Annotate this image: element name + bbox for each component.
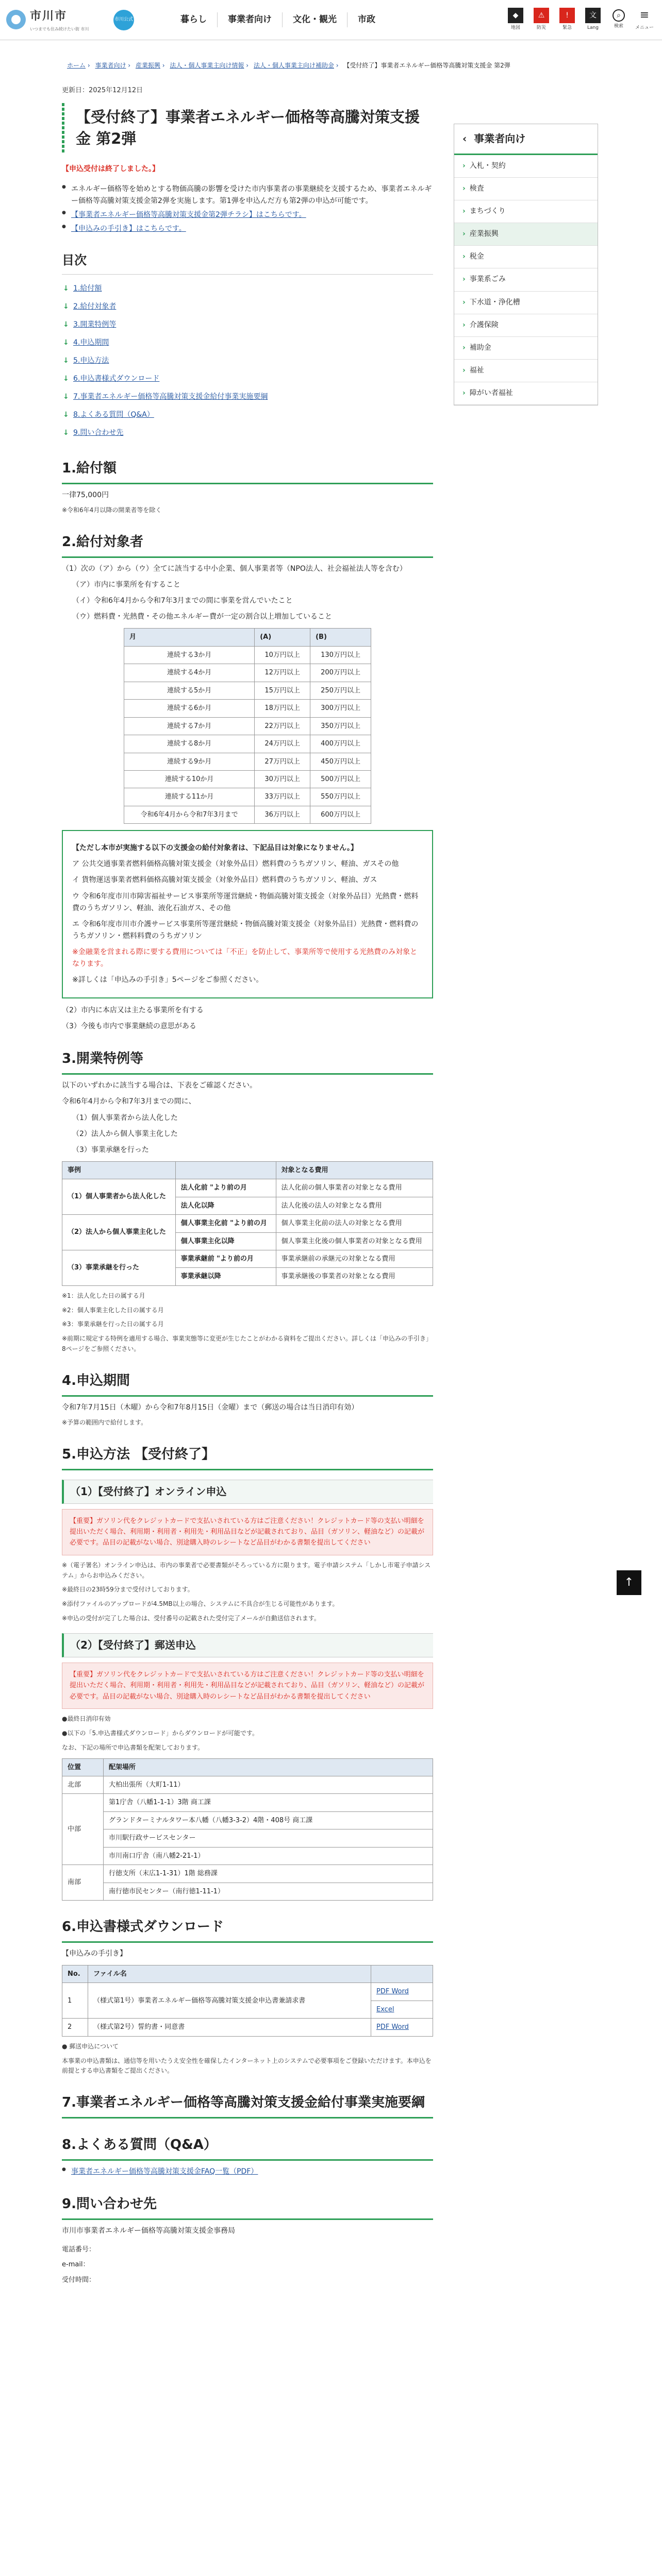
eligibility-item: （1）次の（ア）から（ウ）全てに該当する中小企業、個人事業者等（NPO法人、社会福祉法人等を含む） (62, 565, 407, 573)
sidebar-item[interactable]: › 補助金 (454, 337, 598, 360)
download-guide: 【申込みの手引き】 (62, 1949, 127, 1958)
sidebar-title[interactable]: ‹ 事業者向け (454, 124, 598, 155)
table-row: グランドターミナルタワー本八幡（八幡3-3-2）4階・408号 商工課 (62, 1811, 433, 1829)
download-table: No. ファイル名 1 （様式第1号）事業者エネルギー価格等高騰対策支援金申込書兼請求書 PDF Word Excel 2 （様式第2号）誓約書・同意書 PDF Word (62, 1965, 433, 2037)
language-tool-button[interactable]: 文 Lang (582, 6, 604, 35)
table-row: 市川南口庁舎（南八幡2-21-1） (62, 1847, 433, 1865)
sidebar-item[interactable]: › 下水道・浄化槽 (454, 292, 598, 314)
download-link[interactable]: Excel (376, 2005, 394, 2013)
benefit-note: ※令和6年4月以降の開業者等を除く (62, 506, 162, 514)
download-link[interactable]: PDF Word (376, 1988, 409, 1996)
section-4-title: 4.申込期間 (62, 1370, 433, 1397)
table-row: 連続する6か月 18万円以上 300万円以上 (124, 700, 371, 717)
special-note: ※1：法人化した日の属する月 (62, 1292, 145, 1299)
excluded-items-box (62, 830, 433, 998)
contact-hours: 受付時間： (62, 2276, 96, 2284)
mail-about-text: 本事業の申込書類は、通信等を用いたうえ安全性を確保したインターネット上のシステムで必要事項をご登録いただけます。本申込を前提とする申込書類をご提出ください。 (62, 2057, 432, 2075)
warning-icon: ⚠ (534, 8, 549, 23)
table-header: (B) (310, 629, 371, 646)
section-5-title: 5.申込方法 【受付終了】 (62, 1444, 433, 1470)
special-case: （3）事業承継を行った (72, 1145, 149, 1154)
table-row: （3）事業承継を行った 事業承継前 "より前の月 事業承継前の承継元の対象となる費用 (62, 1250, 433, 1267)
gnav-item-living[interactable]: 暮らし (180, 14, 207, 25)
special-sub: 令和6年4月から令和7年3月までの間に、 (62, 1097, 196, 1106)
sidebar (454, 124, 598, 405)
sidebar-item[interactable]: › 障がい者福祉 (454, 382, 598, 405)
table-row: 連続する3か月 10万円以上 130万円以上 (124, 646, 371, 664)
table-row: 北部 大柏出張所（大町1-11） (62, 1776, 433, 1793)
sidebar-item-active[interactable]: › 産業振興 (454, 223, 598, 246)
table-row: 法人化以降 法人化後の法人の対象となる費用 (62, 1197, 433, 1214)
table-row: 市川駅行政サービスセンター (62, 1829, 433, 1847)
special-table: 事例 対象となる費用 （1）個人事業者から法人化した 法人化前 "より前の月 法人化前の個人事業者の対象となる費用 法人化以降 法人化後の法人の対象となる費用 （2）法人から個人事業主化した 個人事業主化前 "より前の月 個人事業主化前の法人の対象となる費用 個人事業主化以降 個人事業主化後の個人事業者の対象となる費用 （3）事業承継を行った 事業承継前 "より前の月 事業承継前の承継元の対象となる費用 事業承継以降 事業承継後の事業者の対象となる費用 (62, 1161, 433, 1286)
online-note: ※（電子署名）オンライン申込は、市内の事業者で必要書類がそろっている方に限ります。電子申請システム「しかし市電子申請システム」からお申込みください。 (62, 1561, 431, 1579)
arrow-up-icon: ↑ (624, 1575, 634, 1589)
excluded-item: エ 令和6年度市川市介護サービス事業所等運営継続・物価高騰対策支援金（対象外品目）光熱費・燃料費のうちガソリン・燃料料費のうちガソリン (72, 920, 419, 940)
emergency-tool-button[interactable]: ! 緊急 (556, 6, 578, 35)
table-row: 連続する11か月 33万円以上 550万円以上 (124, 788, 371, 806)
table-row: 事業承継以降 事業承継後の事業者の対象となる費用 (62, 1268, 433, 1285)
sidebar-item[interactable]: › 入札・契約 (454, 155, 598, 178)
toc-link-8[interactable]: 8.よくある質問（Q&A） (73, 411, 154, 419)
table-row: 南部 行徳支所（末広1-1-31）1階 総務課 (62, 1865, 433, 1883)
table-header: 月 (124, 629, 255, 646)
special-intro: 以下のいずれかに該当する場合は、下表をご確認ください。 (62, 1081, 257, 1090)
excluded-caption: 【ただし本市が実施する以下の支援金の給付対象者は、下記品目は対象になりません。】 (72, 844, 358, 853)
gnav-item-culture[interactable]: 文化・観光 (282, 12, 347, 27)
table-row: 連続する7か月 22万円以上 350万円以上 (124, 717, 371, 735)
download-link[interactable]: PDF Word (376, 2023, 409, 2031)
sidebar-item[interactable]: › まちづくり (454, 200, 598, 223)
section-7-title: 7.事業者エネルギー価格等高騰対策支援金給付事業実施要綱 (62, 2092, 433, 2119)
online-note: ※最終日の23時59分まで受付けしております。 (62, 1586, 194, 1594)
toc-title: 目次 (62, 250, 433, 275)
toc-link-2[interactable]: 2.給付対象者 (73, 302, 117, 311)
contact-table (62, 2242, 95, 2287)
special-note: ※2：個人事業主化した日の属する月 (62, 1306, 164, 1314)
eligibility-item: （ウ）燃料費・光熱費・その他エネルギー費が一定の割合以上増加していること (72, 613, 332, 621)
sidebar-item[interactable]: › 福祉 (454, 360, 598, 382)
mail-apply-heading: （2）【受付終了】郵送申込 (62, 1633, 433, 1657)
toc-link-1[interactable]: 1.給付額 (73, 284, 102, 293)
breadcrumb-current: 【受付終了】事業者エネルギー価格等高騰対策支援金 第2弾 (343, 62, 510, 69)
breadcrumb-home[interactable]: ホーム (67, 62, 86, 69)
mail-note: ●最終日消印有効 (62, 1715, 111, 1723)
period-note: ※予算の範囲内で給付します。 (62, 1418, 147, 1426)
official-badge[interactable]: 市川公式 (113, 10, 134, 30)
table-row: 1 （様式第1号）事業者エネルギー価格等高騰対策支援金申込書兼請求書 PDF Word (62, 1983, 433, 2001)
excluded-warning: ※金融業を営まれる際に要する費用については「不正」を防止して、事業所等で使用する光熱費のみ対象となります。 (72, 947, 418, 969)
search-icon: ⌕ (613, 9, 625, 22)
toc-link-3[interactable]: 3.開業特例等 (73, 320, 117, 329)
section-8-title: 8.よくある質問（Q&A） (62, 2134, 433, 2161)
credit-card-warning: 【重要】ガソリン代をクレジットカードで支払いされている方はご注意ください！クレジットカード等の支払い明細を提出いただく場合、利用期・利用者・利用先・利用品目などが記載されており、品目（ガソリン、軽油など）の記載が必要です。品目の記載がない場合、別途購入時のレシートなど品目がわかる書類を提出してください (62, 1509, 433, 1555)
logo-tagline: いつまでも住み続けたい街 市川 (30, 27, 89, 32)
breadcrumb-corp-info[interactable]: 法人・個人事業主向け情報 (170, 62, 244, 69)
toc-link-6[interactable]: 6.申込書様式ダウンロード (73, 375, 160, 383)
mail-note: ●以下の「5.申込書様式ダウンロード」からダウンロードが可能です。 (62, 1729, 258, 1737)
table-row: （2）法人から個人事業主化した 個人事業主化前 "より前の月 個人事業主化前の法人の対象となる費用 (62, 1215, 433, 1232)
page-title: 【受付終了】事業者エネルギー価格等高騰対策支援金 第2弾 (62, 103, 433, 152)
online-note: ※添付ファイルのアップロードが4.5MB以上の場合、システムに不具合が生じる可能性があります。 (62, 1600, 339, 1608)
table-row: 連続する10か月 30万円以上 500万円以上 (124, 770, 371, 788)
intro-list (62, 183, 433, 235)
special-case: （2）法人から個人事業主化した (72, 1129, 178, 1138)
table-row: 連続する4か月 12万円以上 200万円以上 (124, 664, 371, 682)
special-note: ※3：事業承継を行った日の属する月 (62, 1320, 164, 1328)
eligibility-extra: （2）市内に本店又は主たる事業所を有する (62, 1006, 204, 1015)
application-period: 令和7年7月15日（木曜）から令和7年8月15日（金曜）まで（郵送の場合は当日消印有効） (62, 1403, 359, 1412)
faq-link[interactable]: 事業者エネルギー価格等高騰対策支援金FAQ一覧（PDF） (71, 2167, 258, 2176)
section-3-title: 3.開業特例等 (62, 1048, 433, 1075)
map-icon: ◆ (508, 8, 523, 23)
toc-list (62, 280, 433, 443)
section-2-title: 2.給付対象者 (62, 531, 433, 558)
eligibility-item: （ア）市内に事業所を有すること (72, 581, 180, 589)
section-9-title: 9.問い合わせ先 (62, 2193, 433, 2220)
language-icon: 文 (585, 8, 601, 23)
excluded-item: ア 公共交通事業者燃料価格高騰対策支援金（対象外品目）燃料費のうちガソリン、軽油、ガスその他 (72, 860, 399, 869)
toc-link-4[interactable]: 4.申込期間 (73, 338, 109, 347)
closed-notice: 【申込受付は終了しました。】 (62, 164, 159, 173)
page-top-button[interactable] (617, 1570, 641, 1595)
eligibility-extra: （3）今後も市内で事業継続の意思がある (62, 1022, 196, 1031)
disaster-tool-button[interactable]: ⚠ 防災 (530, 6, 553, 35)
table-row: 南行徳市民センター（南行徳1-11-1） (62, 1883, 433, 1900)
credit-card-warning: 【重要】ガソリン代をクレジットカードで支払いされている方はご注意ください！クレジットカード等の支払い明細を提出いただく場合、利用期・利用者・利用先・利用品目などが記載されており、品目（ガソリン、軽油など）の記載が必要です。品目の記載がない場合、別途購入時のレシートなど品目がわかる書類を提出してください (62, 1663, 433, 1709)
excluded-item: ウ 令和6年度市川市障害福祉サービス事業所等運営継続・物価高騰対策支援金（対象外品目）光熱費・燃料費のうちガソリン、軽油、液化石油ガス、その他 (72, 892, 419, 912)
online-apply-heading: （1）【受付終了】オンライン申込 (62, 1480, 433, 1504)
guide-ref: ※詳しくは「申込みの手引き」5ページをご参照ください。 (72, 976, 263, 985)
benefit-amount: 一律75,000円 (62, 491, 109, 500)
emergency-icon: ! (559, 8, 575, 23)
breadcrumb-business[interactable]: 事業者向け (95, 62, 126, 69)
flyer-link[interactable]: 【事業者エネルギー価格等高騰対策支援金第2弾チラシ】はこちらです。 (71, 210, 306, 219)
contact-email: e-mail： (62, 2261, 90, 2269)
gnav-item-city[interactable]: 市政 (347, 12, 386, 27)
breadcrumb-industry[interactable]: 産業振興 (135, 62, 160, 69)
special-after: ※前期に規定する特例を適用する場合、事業実態等に変更が生じたことがわかる資料をご提出ください。詳しくは「申込みの手引き」8ページをご参照ください。 (62, 1335, 433, 1353)
table-row: 中部 第1庁舎（八幡1-1-1）3階 商工課 (62, 1794, 433, 1811)
breadcrumb: ホーム › 事業者向け › 産業振興 › 法人・個人事業主向け情報 › 法人・個人事業主向け補助金 › 【受付終了】事業者エネルギー価格等高騰対策支援金 第2弾 (67, 62, 510, 69)
table-header: (A) (255, 629, 310, 646)
distribution-table: 位置 配架場所 北部 大柏出張所（大町1-11） 中部 第1庁舎（八幡1-1-1）3階 商工課 グランドターミナルタワー本八幡（八幡3-3-2）4階・408号 商工課 市川駅行政サービスセンター 市川南口庁舎（南八幡2-21-1） 南部 行徳支所（末広1-1-31）1階 総務課 南行徳市民センター（南行徳1-11-1） (62, 1758, 433, 1901)
logo-mark-icon (6, 10, 26, 29)
menu-tool-button[interactable]: ≡ メニュー (635, 8, 654, 31)
toc-link-5[interactable]: 5.申込方法 (73, 356, 109, 365)
intro-text: ● エネルギー価格等を始めとする物価高騰の影響を受けた市内事業者の事業継続を支援するため、事業者エネルギー価格等高騰対策支援金第2弾を実施します。第1弾を申込んだ方も第2弾の申込が可能です。 (62, 183, 433, 207)
special-case: （1）個人事業者から法人化した (72, 1113, 178, 1122)
logo-name: 市川市 (30, 9, 68, 23)
toc-link-9[interactable]: 9.問い合わせ先 (73, 429, 124, 437)
main-content (62, 85, 433, 2293)
guide-link[interactable]: 【申込みの手引き】はこちらです。 (71, 224, 186, 233)
sidebar-item[interactable]: › 事業系ごみ (454, 268, 598, 291)
sidebar-item[interactable]: › 税金 (454, 246, 598, 268)
update-date: 更新日：2025年12月12日 (62, 87, 143, 94)
mail-about: ● 郵送申込について (62, 2042, 119, 2050)
increase-table (124, 628, 371, 824)
global-nav (170, 12, 386, 27)
eligibility-item: （イ）令和6年4月から令和7年3月までの間に事業を営んでいたこと (72, 597, 293, 605)
site-logo[interactable] (6, 7, 109, 32)
table-row: 2 （様式第2号）誓約書・同意書 PDF Word (62, 2019, 433, 2036)
section-6-title: 6.申込書様式ダウンロード (62, 1916, 433, 1943)
section-1-title: 1.給付額 (62, 457, 433, 484)
excluded-item: イ 貨物運送事業者燃料価格高騰対策支援金（対象外品目）燃料費のうちガソリン、軽油、ガス (72, 876, 377, 885)
table-row: （1）個人事業者から法人化した 法人化前 "より前の月 法人化前の個人事業者の対象となる費用 (62, 1179, 433, 1197)
map-tool-button[interactable]: ◆ 地図 (504, 6, 527, 35)
table-row: 個人事業主化以降 個人事業主化後の個人事業者の対象となる費用 (62, 1232, 433, 1250)
sidebar-item[interactable]: › 検査 (454, 178, 598, 200)
sidebar-item[interactable]: › 介護保険 (454, 314, 598, 337)
mail-note: なお、下記の場所で申込書類を配架しております。 (62, 1743, 204, 1751)
chevron-left-icon: ‹ (462, 132, 467, 145)
header-tools (504, 6, 656, 35)
site-header (0, 0, 662, 40)
table-row: 連続する8か月 24万円以上 400万円以上 (124, 735, 371, 753)
contact-office: 市川市事業者エネルギー価格等高騰対策支援金事務局 (62, 2226, 235, 2235)
hamburger-icon: ≡ (637, 8, 652, 23)
table-row: 令和6年4月から令和7年3月まで 36万円以上 600万円以上 (124, 806, 371, 823)
table-row: 連続する9か月 27万円以上 450万円以上 (124, 753, 371, 770)
toc-link-7[interactable]: 7.事業者エネルギー価格等高騰対策支援金給付事業実施要綱 (73, 393, 268, 401)
breadcrumb-subsidy[interactable]: 法人・個人事業主向け補助金 (253, 62, 334, 69)
online-note: ※申込の受付が完了した場合は、受付番号の記載された受付完了メールが自動送信されます。 (62, 1615, 320, 1622)
contact-phone: 電話番号： (62, 2245, 96, 2253)
search-tool-button[interactable]: ⌕ 検索 (607, 6, 630, 35)
gnav-item-business[interactable]: 事業者向け (217, 12, 282, 27)
table-row: 連続する5か月 15万円以上 250万円以上 (124, 682, 371, 699)
